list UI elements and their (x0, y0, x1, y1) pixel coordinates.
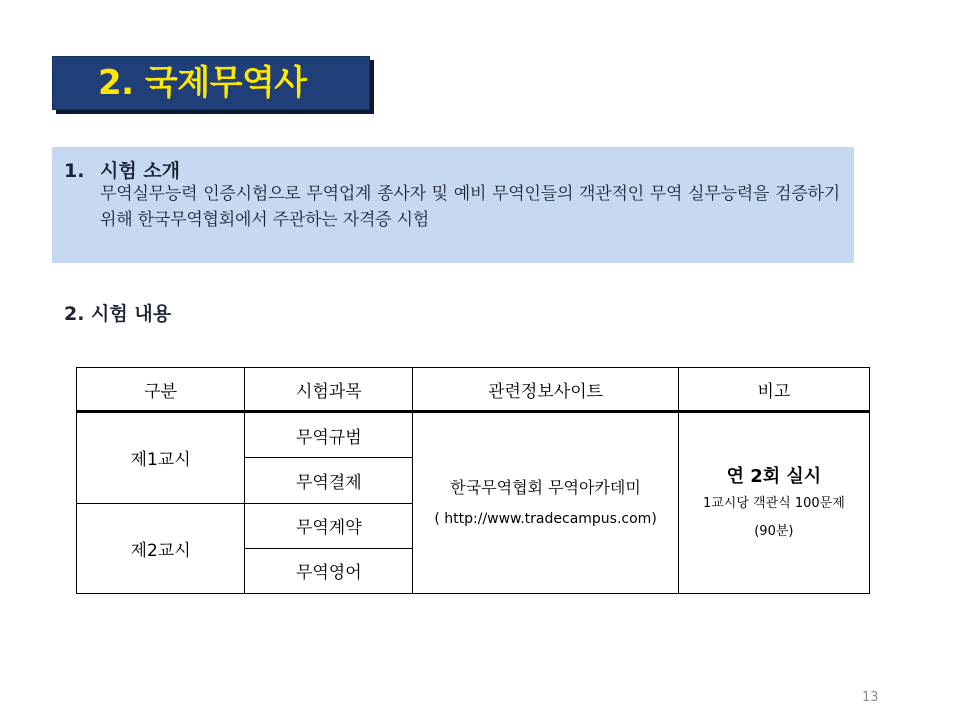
subject-cell: 무역결제 (245, 458, 413, 503)
subject-cell: 무역영어 (245, 548, 413, 593)
note-sub: 1교시당 객관식 100문제 (702, 496, 845, 512)
table-row (77, 412, 870, 458)
section1-body: 무역실무능력 인증시험으로 무역업계 종사자 및 예비 무역인들의 객관적인 무역 실무능력을 검증하기 위해 한국무역협회에서 주관하는 자격증 시험 (100, 184, 840, 230)
session-cell: 제1교시 (77, 412, 245, 503)
section2-heading: 2. 시험 내용 (64, 303, 172, 325)
header-cell-site: 관련정보사이트 (413, 368, 678, 412)
subject-cell: 무역계약 (245, 503, 413, 548)
page-number: 13 (862, 690, 879, 705)
header-cell-note: 비고 (678, 368, 869, 412)
header-cell-category: 구분 (77, 368, 245, 412)
site-name: 한국무역협회 무역아카데미 (450, 478, 641, 498)
note-time: (90분) (754, 524, 794, 540)
header-cell-subject: 시험과목 (245, 368, 413, 412)
note-cell (678, 412, 869, 594)
session-cell: 제2교시 (77, 503, 245, 593)
note-main: 연 2회 실시 (726, 466, 822, 488)
site-cell (413, 412, 678, 594)
slide-title: 2. 국제무역사 (98, 63, 307, 103)
section1-heading (64, 156, 180, 183)
site-url: ( http://www.tradecampus.com) (434, 511, 657, 528)
section1-number: 1. (64, 160, 85, 182)
exam-table (76, 367, 870, 594)
section1-title: 시험 소개 (100, 160, 181, 182)
table-header-row (77, 368, 870, 412)
subject-cell: 무역규범 (245, 412, 413, 458)
